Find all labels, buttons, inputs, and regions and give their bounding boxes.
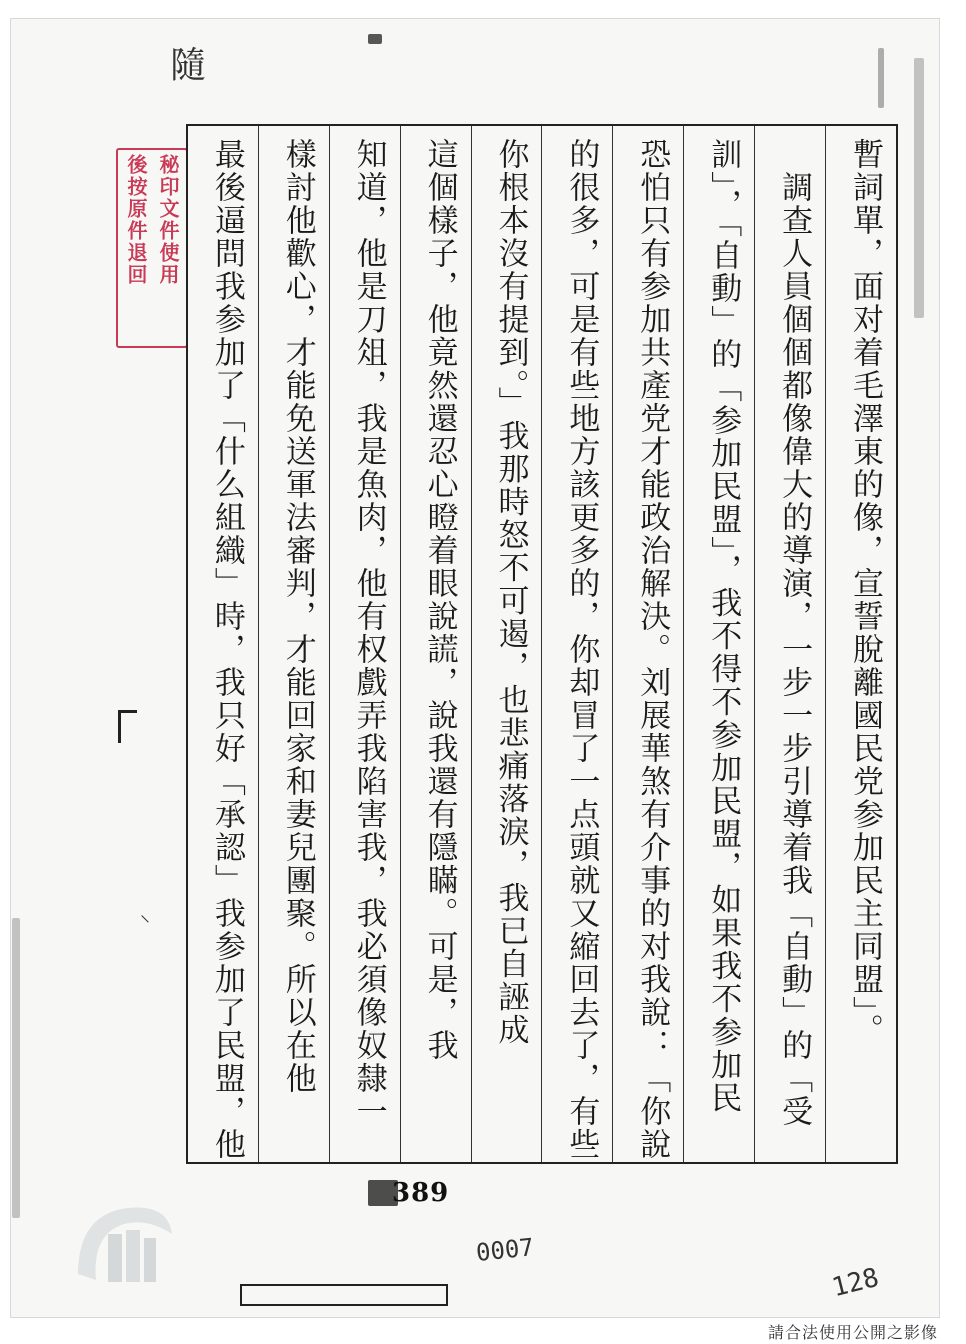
manuscript-column-7: 這個樣子，他竟然還忍心瞪着眼說謊，說我還有隱瞞。可是，我 xyxy=(400,126,471,1162)
manuscript-column-8: 知道，他是刀俎，我是魚肉，他有权戲弄我陷害我，我必須像奴隸一 xyxy=(329,126,400,1162)
manuscript-column-10: 最後逼問我参加了「什么組織」時，我只好「承認」我参加了民盟，他 xyxy=(208,138,245,1161)
manuscript-column-5: 的很多，可是有些地方該更多的，你却冒了一点頭就又縮回去了，有些 xyxy=(541,126,612,1162)
scan-speckle xyxy=(368,34,382,44)
manuscript-column-4: 恐怕只有参加共產党才能政治解決。刘展華煞有介事的对我說：「你說 xyxy=(612,126,683,1162)
manuscript-column-3: 訓」，「自動」的「参加民盟」，我不得不参加民盟，如果我不参加民 xyxy=(683,126,754,1162)
manuscript-column-6: 你根本沒有提到。」我那時怒不可遏，也悲痛落淚，我已自誣成 xyxy=(471,126,542,1162)
manuscript-column-1: 暫詞單，面对着毛澤東的像，宣誓脫離國民党参加民主同盟」。 xyxy=(825,126,896,1162)
seal-line-1: 秘印文件使用 xyxy=(156,154,180,286)
scan-speckle xyxy=(914,58,924,318)
archive-watermark-icon xyxy=(68,1194,178,1290)
page-number: 389 xyxy=(392,1178,450,1208)
seal-line-2: 後按原件退回 xyxy=(124,154,148,286)
empty-stamp-box xyxy=(240,1284,448,1306)
red-seal-stamp xyxy=(116,148,188,348)
margin-bracket-mark xyxy=(118,710,137,743)
manuscript-grid xyxy=(186,124,898,1164)
handwritten-number: 0007 xyxy=(474,1233,536,1267)
footer-usage-note: 請合法使用公開之影像 xyxy=(768,1323,939,1342)
manuscript-column-2: 調查人員個個都像偉大的導演，一步一步引導着我「自動」的「受 xyxy=(754,126,825,1162)
scan-speckle xyxy=(878,48,884,108)
corner-number: 128 xyxy=(829,1262,882,1304)
margin-tick-mark: ⸜ xyxy=(140,902,150,926)
top-corner-mark: 隨 xyxy=(169,45,206,86)
manuscript-column-9: 樣討他歡心，才能免送軍法審判，才能回家和妻兒團聚。所以在他 xyxy=(258,126,329,1162)
scan-speckle xyxy=(12,918,20,1218)
